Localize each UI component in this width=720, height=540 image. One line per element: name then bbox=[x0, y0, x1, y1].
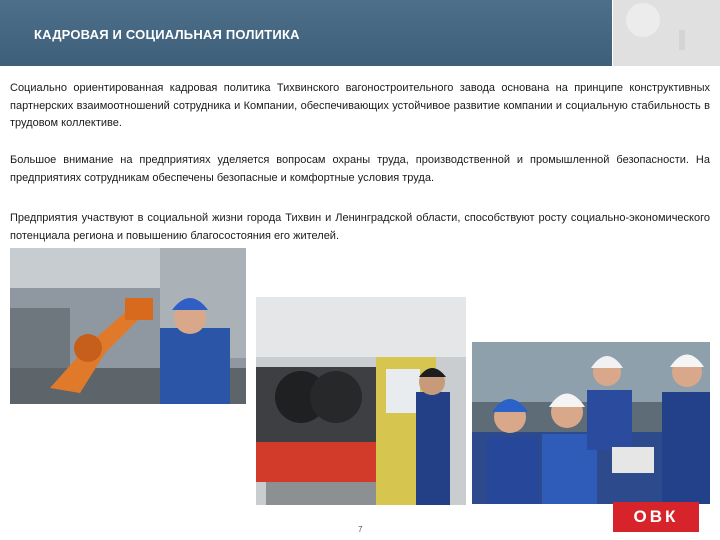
photo-control-panel bbox=[256, 297, 466, 505]
header-decoration bbox=[613, 0, 720, 66]
paragraph-social: Предприятия участвуют в социальной жизни города Тихвин и Ленинградской области, способствуют росту социально-экономического потенциала региона и повышению благосостояния его жителей. bbox=[10, 212, 710, 242]
decorative-stripe bbox=[679, 30, 685, 50]
ovk-logo bbox=[613, 502, 699, 532]
photo-workers-group bbox=[472, 342, 710, 504]
header-bar bbox=[0, 0, 612, 66]
page-number: 7 bbox=[358, 525, 363, 534]
decorative-circle bbox=[626, 3, 660, 37]
paragraph-safety: Большое внимание на предприятиях уделяется вопросам охраны труда, производственной и промышленной безопасности. На предприятиях сотрудникам обеспечены безопасные и комфортные условия труда. bbox=[10, 154, 710, 184]
page-title: КАДРОВАЯ И СОЦИАЛЬНАЯ ПОЛИТИКА bbox=[34, 27, 300, 42]
logo-text: ОВК bbox=[633, 507, 679, 526]
paragraph-hr-policy: Социально ориентированная кадровая политика Тихвинского вагоностроительного завода основана на принципе конструктивных партнерских взаимоотношений сотрудника и Компании, обеспечивающих устойчивое развитие компании и социальную стабильность в трудовом коллективе. bbox=[10, 82, 710, 129]
photo-robot-worker bbox=[10, 248, 246, 404]
